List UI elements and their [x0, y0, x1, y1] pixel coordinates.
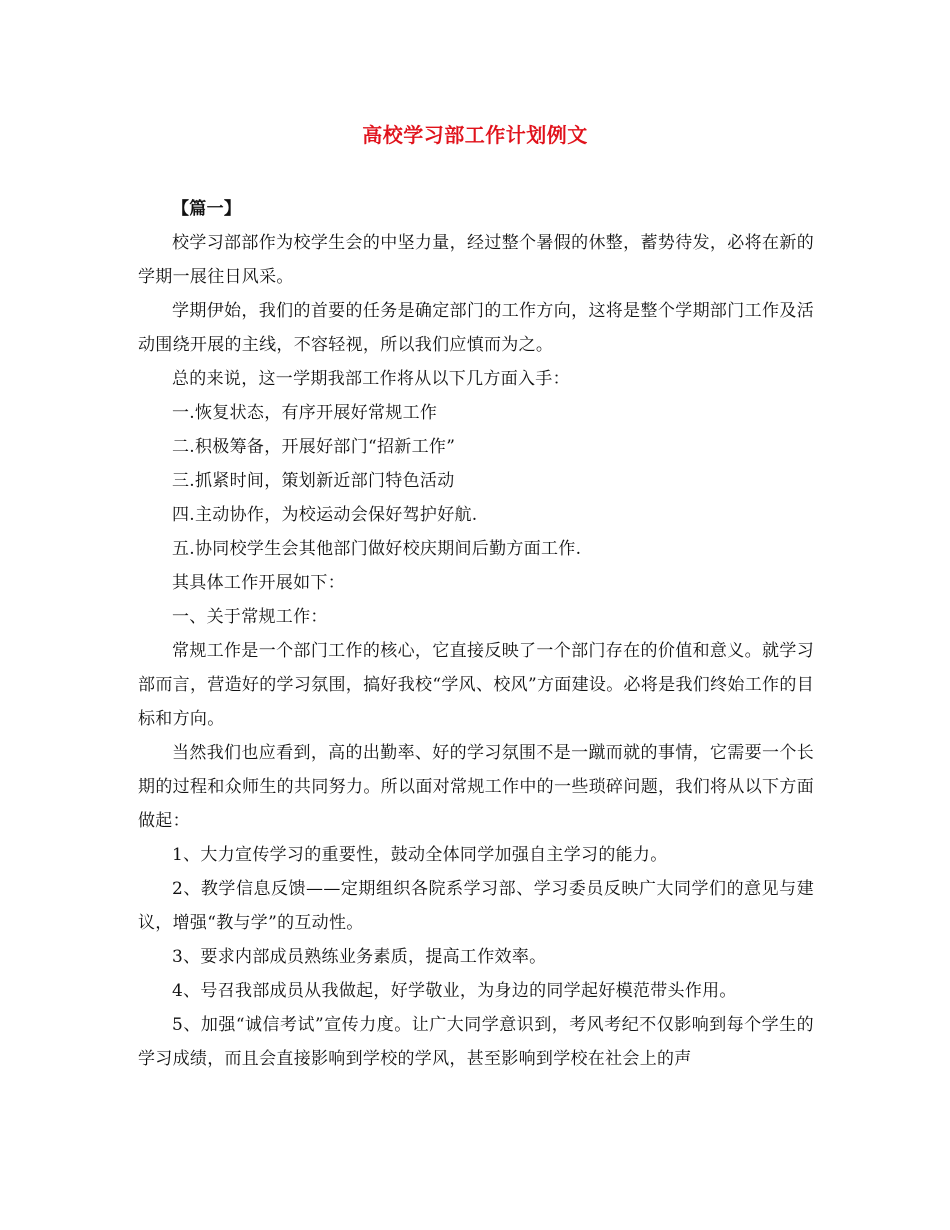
list-item: 三.抓紧时间，策划新近部门特色活动: [172, 471, 455, 491]
paragraph: 常规工作是一个部门工作的核心，它直接反映了一个部门存在的价值和意义。就学习部而言，营造好的学习氛围，搞好我校“学风、校风”方面建设。必将是我们终始工作的目标和方向。: [138, 641, 814, 729]
list-item: 3、要求内部成员熟练业务素质，提高工作效率。: [172, 947, 547, 967]
paragraph: 学期伊始，我们的首要的任务是确定部门的工作方向，这将是整个学期部门工作及活动围绕开展的主线，不容轻视，所以我们应慎而为之。: [138, 301, 814, 355]
list-item: 4、号召我部成员从我做起，好学敬业，为身边的同学起好模范带头作用。: [172, 981, 737, 1001]
list-item: 5、加强“诚信考试”宣传力度。让广大同学意识到，考风考纪不仅影响到每个学生的学习成绩，而且会直接影响到学校的学风，甚至影响到学校在社会上的声: [138, 1015, 814, 1069]
document-body: [138, 192, 814, 1076]
list-item: 1、大力宣传学习的重要性，鼓动全体同学加强自主学习的能力。: [172, 845, 668, 865]
subsection-heading: 一、关于常规工作：: [172, 607, 328, 627]
list-item: 一.恢复状态，有序开展好常规工作: [172, 403, 438, 423]
paragraph: 当然我们也应看到，高的出勤率、好的学习氛围不是一蹴而就的事情，它需要一个长期的过程和众师生的共同努力。所以面对常规工作中的一些琐碎问题，我们将从以下方面做起：: [138, 743, 814, 831]
page-title: 高校学习部工作计划例文: [362, 123, 588, 147]
list-item: 五.协同校学生会其他部门做好校庆期间后勤方面工作.: [172, 539, 582, 559]
paragraph: 总的来说，这一学期我部工作将从以下几方面入手：: [172, 369, 570, 389]
list-item: 2、教学信息反馈——定期组织各院系学习部、学习委员反映广大同学们的意见与建议，增强“教与学”的互动性。: [138, 879, 814, 933]
list-item: 四.主动协作，为校运动会保好驾护好航.: [172, 505, 478, 525]
section-heading: 【篇一】: [172, 199, 242, 219]
paragraph: 校学习部部作为校学生会的中坚力量，经过整个暑假的休整，蓄势待发，必将在新的学期一展往日风采。: [138, 233, 814, 287]
paragraph: 其具体工作开展如下：: [172, 573, 345, 593]
list-item: 二.积极筹备，开展好部门“招新工作”: [172, 437, 456, 457]
